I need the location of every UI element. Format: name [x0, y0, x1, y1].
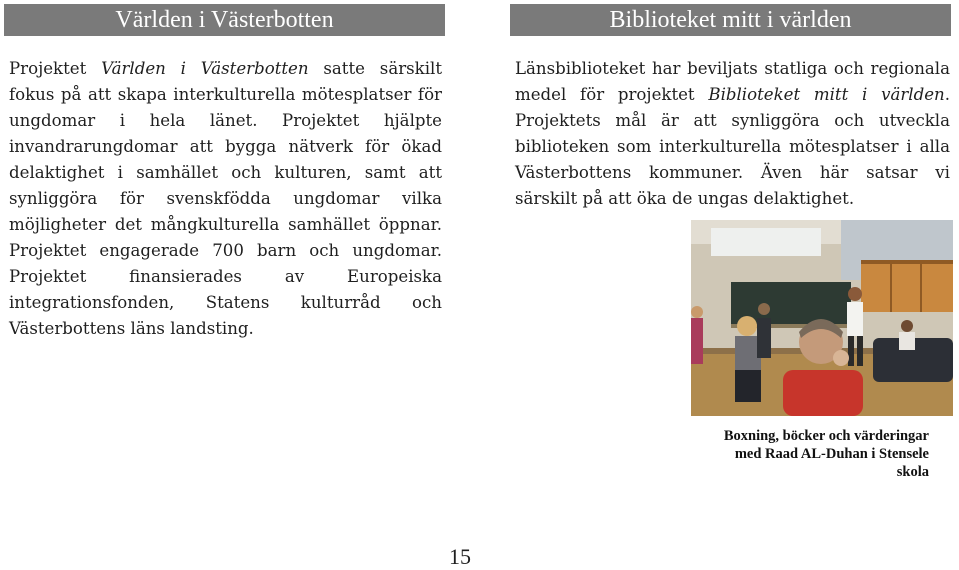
right-column-heading: Biblioteket mitt i världen [510, 4, 951, 36]
left-body-text-rest: satte särskilt fokus på att skapa interkulturella mötesplatser för ungdomar i hela länet. Projektet hjälpte invandrarungdomar att bygga nätverk för ökad delaktighet i samhället och kulturen, samt att synliggöra för svenskfödda ungdomar vilka möjligheter det mångkulturella samhället öppnar. Projektet engagerade 700 barn och ungdomar. Projektet finansierades av Europeiska integrationsfonden, Statens kulturråd och Västerbottens läns landsting. [9, 59, 442, 338]
right-body-paragraph [515, 56, 950, 212]
left-body-paragraph [9, 56, 442, 342]
photo-caption: Boxning, böcker och värderingar med Raad AL-Duhan i Stensele skola [723, 428, 929, 480]
page-number: 15 [449, 544, 471, 569]
right-body-text-rest: . Projektets mål är att synliggöra och utveckla biblioteken som interkulturella mötesplatser i alla Västerbottens kommuner. Även här satsar vi särskilt på att öka de ungas delaktighet. [515, 85, 951, 208]
right-body-text-start: Länsbiblioteket har beviljats statliga och regionala medel för projektet [515, 59, 950, 104]
project-title-italic: Världen i Västerbotten [101, 59, 309, 78]
left-column-heading: Världen i Västerbotten [4, 4, 445, 36]
project-title-italic-right: Biblioteket mitt i världen [708, 85, 945, 104]
left-body-text-start: Projektet [9, 59, 102, 78]
classroom-photo [691, 220, 953, 416]
